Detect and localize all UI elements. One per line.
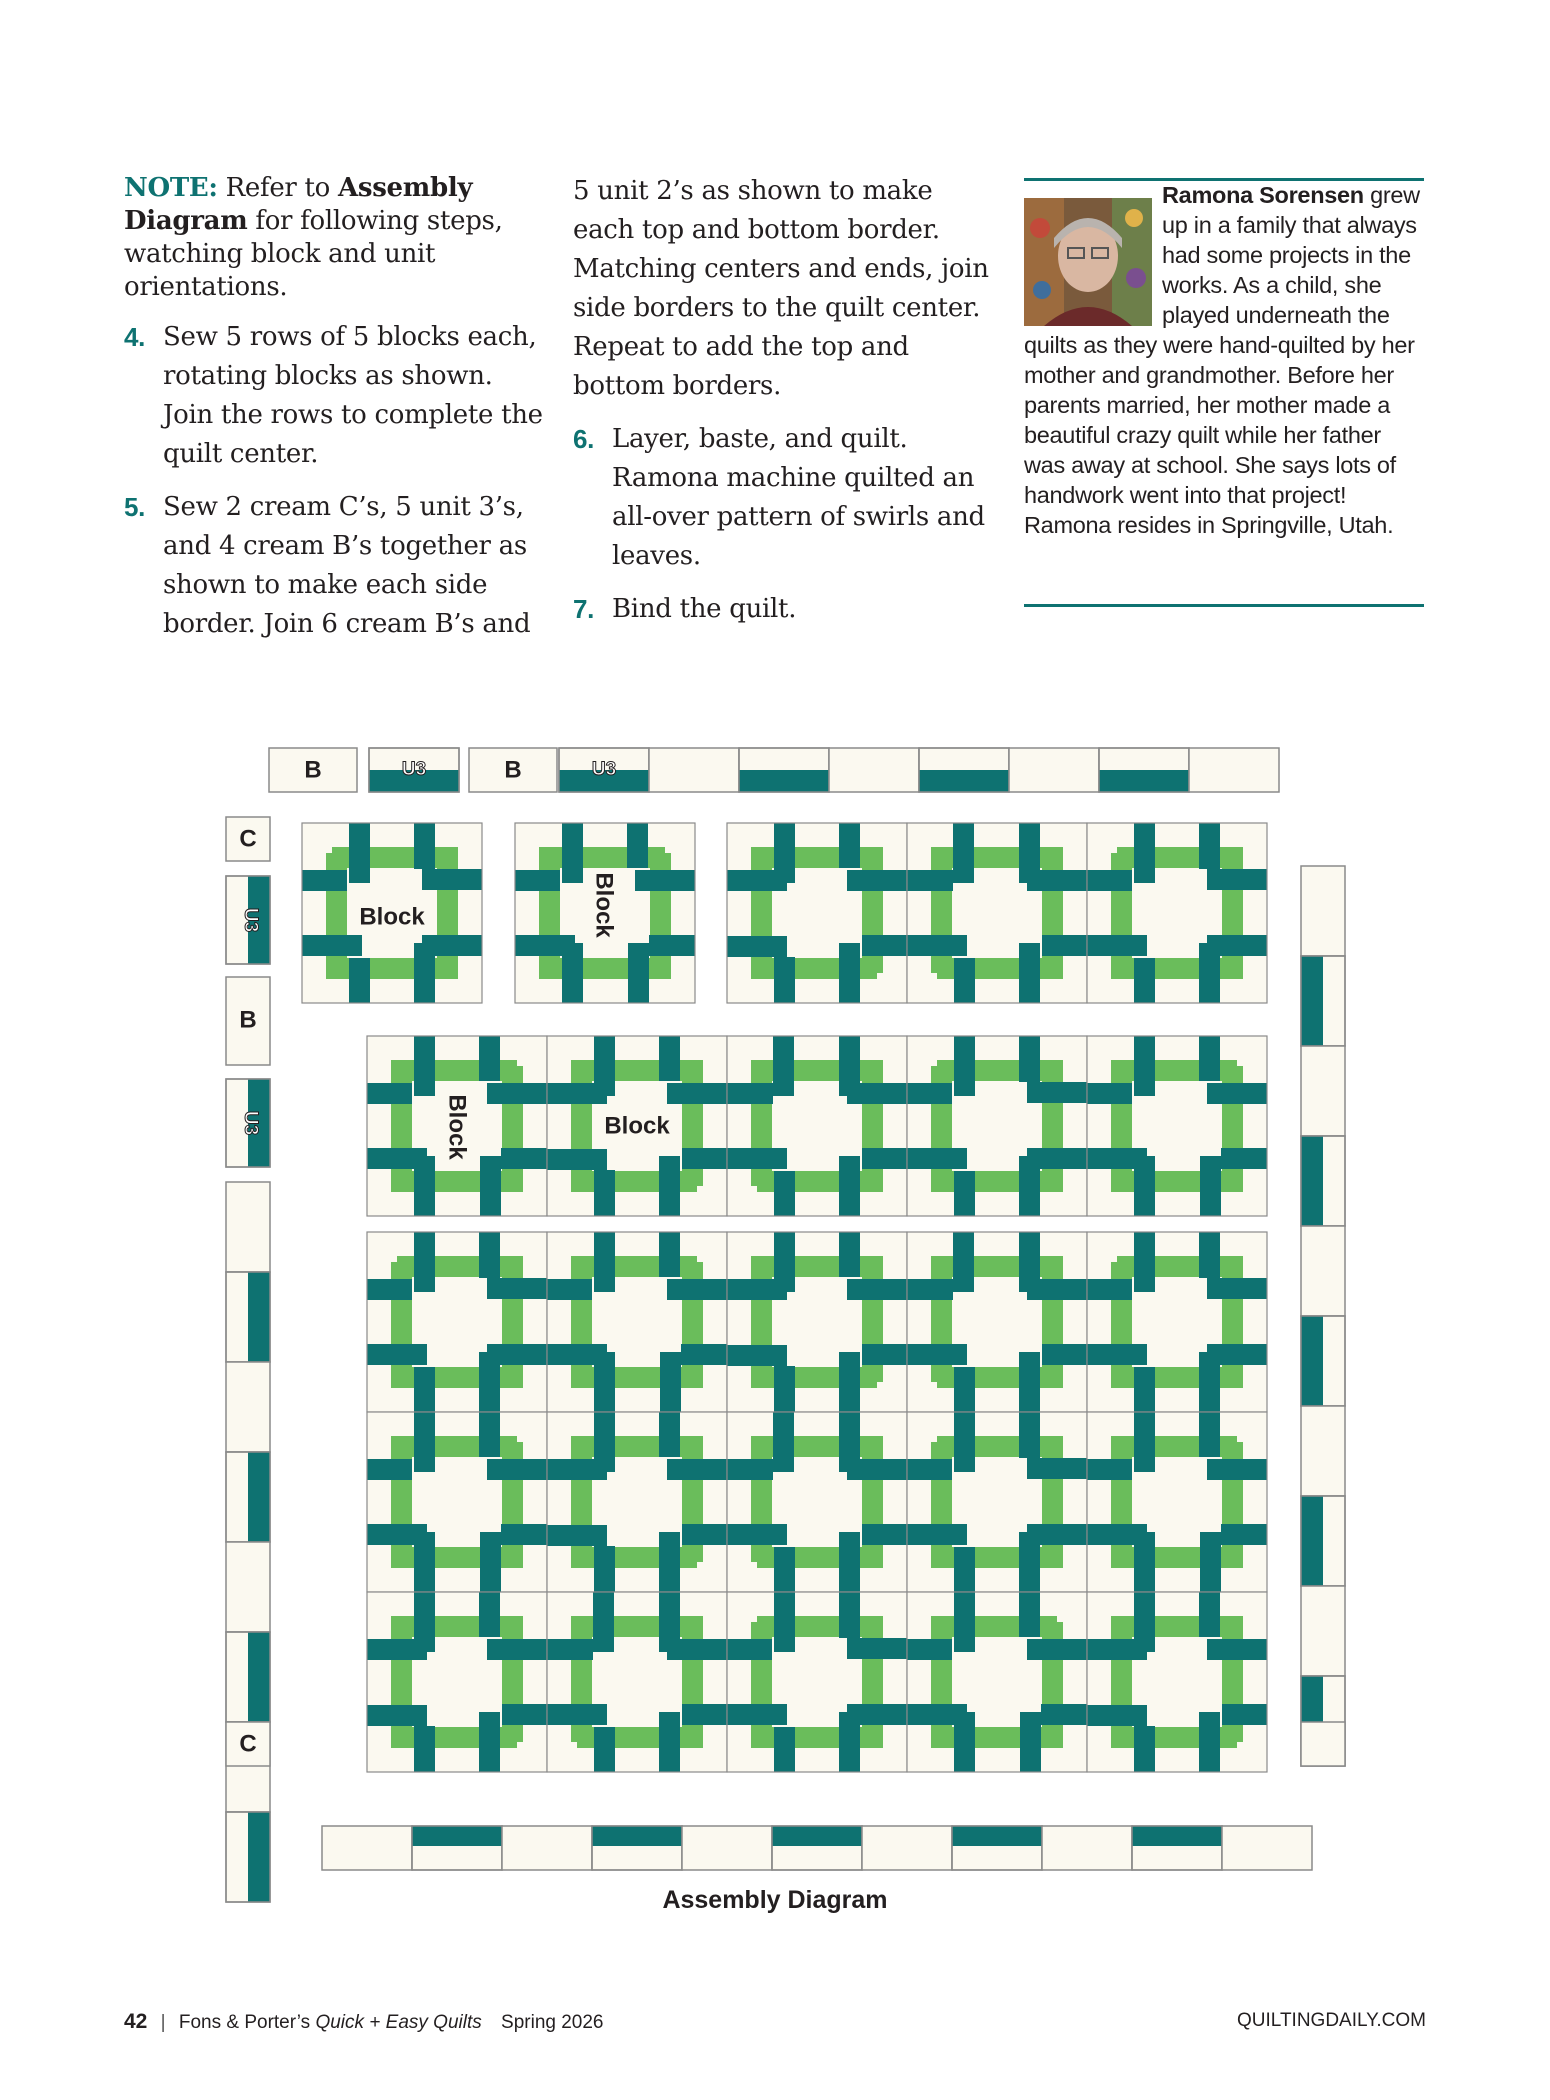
teal-strip bbox=[1020, 1712, 1041, 1772]
teal-strip bbox=[515, 935, 575, 956]
teal-strip bbox=[954, 1036, 975, 1096]
footer-left bbox=[124, 2010, 604, 2034]
teal-strip bbox=[659, 1156, 680, 1216]
bio-name: Ramona Sorensen bbox=[1162, 182, 1364, 208]
teal-strip bbox=[635, 870, 695, 891]
teal-strip bbox=[727, 1345, 787, 1366]
teal-strip bbox=[487, 1639, 547, 1660]
teal-strip bbox=[1087, 1344, 1147, 1365]
quilt-block bbox=[367, 1232, 547, 1412]
diagram-label: Block bbox=[359, 903, 425, 931]
teal-strip bbox=[727, 1639, 772, 1660]
teal-strip bbox=[954, 958, 975, 1003]
teal-strip bbox=[562, 823, 583, 883]
teal-strip bbox=[547, 1704, 607, 1725]
teal-strip bbox=[515, 870, 560, 891]
step-number: 4. bbox=[124, 322, 146, 352]
teal-strip bbox=[1087, 1705, 1147, 1726]
teal-strip bbox=[479, 1412, 500, 1457]
teal-strip bbox=[1301, 1136, 1323, 1226]
teal-strip bbox=[919, 770, 1009, 792]
teal-strip bbox=[667, 1083, 727, 1104]
teal-strip bbox=[727, 1524, 787, 1545]
quilt-block bbox=[907, 1592, 1087, 1772]
teal-strip bbox=[248, 1272, 270, 1362]
teal-strip bbox=[414, 1592, 435, 1652]
teal-strip bbox=[547, 1344, 607, 1365]
border-unit bbox=[226, 1542, 270, 1632]
teal-strip bbox=[487, 1459, 547, 1480]
teal-strip bbox=[1019, 943, 1040, 1003]
step-number: 7. bbox=[573, 594, 595, 624]
teal-strip bbox=[594, 1546, 615, 1592]
publication-title: Quick + Easy Quilts bbox=[315, 2012, 482, 2033]
teal-strip bbox=[954, 1171, 975, 1216]
teal-strip bbox=[774, 1366, 795, 1412]
step-text: Sew 2 cream C’s, 5 unit 3’s, and 4 cream B’s together as shown to make each side border. Join 6 cream B’s and bbox=[163, 492, 531, 639]
teal-strip bbox=[501, 1148, 547, 1169]
diagram-label: C bbox=[239, 825, 257, 853]
teal-strip bbox=[1200, 1156, 1221, 1216]
border-unit bbox=[1301, 866, 1345, 956]
teal-strip bbox=[659, 1232, 680, 1277]
teal-strip bbox=[682, 1704, 727, 1725]
teal-strip bbox=[773, 1412, 794, 1472]
teal-strip bbox=[1134, 823, 1155, 883]
u3-label: U3 bbox=[591, 759, 617, 781]
teal-strip bbox=[1087, 935, 1147, 956]
teal-strip bbox=[1027, 1082, 1087, 1103]
teal-strip bbox=[907, 1459, 952, 1480]
border-unit bbox=[502, 1826, 592, 1870]
teal-strip bbox=[1041, 1704, 1087, 1725]
teal-strip bbox=[248, 1452, 270, 1542]
border-unit bbox=[649, 748, 739, 792]
teal-strip bbox=[479, 1036, 500, 1081]
border-unit bbox=[1301, 1046, 1345, 1136]
teal-strip bbox=[1207, 869, 1267, 890]
teal-strip bbox=[682, 1148, 727, 1169]
teal-strip bbox=[367, 1148, 427, 1169]
teal-strip bbox=[302, 935, 362, 956]
teal-strip bbox=[1301, 1496, 1323, 1586]
quilt-block bbox=[547, 1232, 727, 1412]
teal-strip bbox=[659, 1712, 680, 1772]
teal-strip bbox=[862, 1524, 907, 1545]
note-bold: Assembly Diagram bbox=[124, 173, 473, 236]
teal-strip bbox=[660, 1352, 681, 1412]
teal-strip bbox=[1134, 1036, 1155, 1096]
teal-strip bbox=[1042, 935, 1087, 956]
teal-strip bbox=[839, 1532, 860, 1592]
teal-strip bbox=[367, 1279, 412, 1300]
teal-strip bbox=[1019, 1592, 1040, 1637]
step-text: Layer, baste, and quilt. Ramona machine quilted an all-over pattern of swirls and leaves. bbox=[612, 424, 985, 571]
border-unit bbox=[226, 1182, 270, 1272]
teal-strip bbox=[847, 1459, 907, 1480]
teal-strip bbox=[1087, 1279, 1132, 1300]
quilt-block bbox=[727, 823, 907, 1003]
quilt-block bbox=[907, 1412, 1087, 1592]
border-unit bbox=[862, 1826, 952, 1870]
teal-strip bbox=[1134, 1232, 1155, 1292]
quilt-block bbox=[1087, 823, 1267, 1003]
teal-strip bbox=[1221, 1524, 1267, 1545]
issue: Spring 2026 bbox=[501, 2012, 604, 2033]
teal-strip bbox=[501, 1524, 547, 1545]
teal-strip bbox=[862, 1344, 907, 1365]
quilt-block bbox=[907, 1232, 1087, 1412]
teal-strip bbox=[1087, 1083, 1132, 1104]
quilt-block bbox=[727, 1592, 907, 1772]
teal-strip bbox=[414, 1412, 435, 1472]
teal-strip bbox=[594, 1036, 615, 1096]
teal-strip bbox=[367, 1705, 427, 1726]
border-unit bbox=[1009, 748, 1099, 792]
teal-strip bbox=[1301, 1316, 1323, 1406]
teal-strip bbox=[1200, 1532, 1221, 1592]
teal-strip bbox=[774, 1547, 795, 1592]
teal-strip bbox=[1087, 1524, 1147, 1545]
page-number: 42 bbox=[124, 2010, 148, 2033]
diagram-label: Block bbox=[590, 872, 618, 938]
teal-strip bbox=[367, 1344, 427, 1365]
teal-strip bbox=[774, 1232, 795, 1292]
border-unit bbox=[1301, 1722, 1345, 1766]
teal-strip bbox=[479, 1712, 500, 1772]
teal-strip bbox=[907, 935, 967, 956]
bio-text: grew up in a family that always had some projects in the works. As a child, she played underneath the quilts as they were hand-quilted by her mother and grandmother. Before her parents married, her mother made a beautiful crazy quilt while her father was away at school. She says lots of handwork went into that project! Ramona resides in Springville, Utah. bbox=[1024, 182, 1420, 538]
teal-strip bbox=[839, 1592, 860, 1638]
footer-site: QUILTINGDAILY.COM bbox=[1237, 2010, 1426, 2031]
teal-strip bbox=[907, 1148, 967, 1169]
teal-strip bbox=[1019, 1412, 1040, 1458]
teal-strip bbox=[479, 1592, 500, 1637]
teal-strip bbox=[1199, 1352, 1220, 1412]
teal-strip bbox=[367, 1524, 427, 1545]
teal-strip bbox=[727, 1704, 787, 1725]
teal-strip bbox=[907, 1639, 952, 1660]
teal-strip bbox=[1222, 1704, 1267, 1725]
teal-strip bbox=[1134, 1412, 1155, 1472]
teal-strip bbox=[480, 1156, 501, 1216]
teal-strip bbox=[1199, 823, 1220, 869]
teal-strip bbox=[593, 1592, 614, 1652]
teal-strip bbox=[349, 823, 370, 883]
teal-strip bbox=[953, 1232, 974, 1292]
teal-strip bbox=[547, 1279, 592, 1300]
teal-strip bbox=[907, 1344, 967, 1365]
step-text: Sew 5 rows of 5 blocks each, rotating blocks as shown. Join the rows to complete the quilt center. bbox=[163, 322, 543, 469]
step-text: Bind the quilt. bbox=[612, 594, 797, 624]
teal-strip bbox=[839, 1712, 860, 1772]
teal-strip bbox=[649, 935, 695, 956]
quilt-block bbox=[367, 1592, 547, 1772]
border-unit bbox=[1042, 1826, 1132, 1870]
quilt-block bbox=[547, 1412, 727, 1592]
teal-strip bbox=[952, 1826, 1042, 1846]
teal-strip bbox=[487, 1083, 547, 1104]
teal-strip bbox=[1087, 1148, 1147, 1169]
teal-strip bbox=[847, 1638, 907, 1659]
teal-strip bbox=[594, 1412, 615, 1472]
border-unit bbox=[1301, 1406, 1345, 1496]
diagram-label: C bbox=[239, 1730, 257, 1758]
diagram-caption: Assembly Diagram bbox=[662, 1886, 888, 1914]
teal-strip bbox=[773, 1036, 794, 1096]
teal-strip bbox=[1087, 1459, 1132, 1480]
quilt-block bbox=[907, 1036, 1087, 1216]
teal-strip bbox=[907, 870, 953, 891]
teal-strip bbox=[774, 957, 795, 1003]
teal-strip bbox=[739, 770, 829, 792]
border-unit bbox=[1189, 748, 1279, 792]
teal-strip bbox=[659, 1532, 680, 1592]
quilt-block bbox=[1087, 1592, 1267, 1772]
teal-strip bbox=[847, 1083, 907, 1104]
teal-strip bbox=[1027, 870, 1087, 891]
teal-strip bbox=[1221, 1148, 1267, 1169]
teal-strip bbox=[862, 935, 907, 956]
teal-strip bbox=[1199, 1036, 1220, 1081]
diagram-label: B bbox=[239, 1006, 257, 1034]
quilt-block bbox=[367, 1412, 547, 1592]
teal-strip bbox=[594, 1170, 615, 1216]
border-unit bbox=[1301, 1586, 1345, 1676]
teal-strip bbox=[1301, 956, 1323, 1046]
border-unit bbox=[829, 748, 919, 792]
teal-strip bbox=[1207, 1459, 1267, 1480]
teal-strip bbox=[1019, 1156, 1040, 1216]
teal-strip bbox=[1199, 1412, 1220, 1457]
teal-strip bbox=[248, 1632, 270, 1722]
teal-strip bbox=[839, 943, 860, 1003]
teal-strip bbox=[954, 1367, 975, 1412]
teal-strip bbox=[592, 1826, 682, 1846]
teal-strip bbox=[1207, 1278, 1267, 1299]
teal-strip bbox=[1199, 1232, 1220, 1278]
teal-strip bbox=[774, 1727, 795, 1772]
teal-strip bbox=[659, 1036, 680, 1081]
footer-separator: | bbox=[160, 2012, 166, 2033]
teal-strip bbox=[907, 1704, 967, 1725]
border-unit bbox=[1222, 1826, 1312, 1870]
teal-strip bbox=[1134, 1726, 1155, 1772]
diagram-label: Block bbox=[604, 1112, 670, 1140]
diagram-label: B bbox=[304, 756, 322, 784]
quilt-block bbox=[1087, 1036, 1267, 1216]
teal-strip bbox=[594, 1727, 615, 1772]
teal-strip bbox=[1027, 1458, 1087, 1479]
teal-strip bbox=[954, 1412, 975, 1472]
teal-strip bbox=[480, 1532, 501, 1592]
teal-strip bbox=[627, 823, 648, 868]
teal-strip bbox=[667, 1459, 727, 1480]
teal-strip bbox=[547, 1639, 593, 1660]
u3-label: U3 bbox=[239, 907, 261, 933]
note-label: NOTE: bbox=[124, 173, 218, 203]
teal-strip bbox=[487, 1278, 547, 1299]
teal-strip bbox=[1134, 1367, 1155, 1412]
teal-strip bbox=[1199, 943, 1220, 1003]
teal-strip bbox=[414, 1726, 435, 1772]
teal-strip bbox=[1132, 1826, 1222, 1846]
teal-strip bbox=[1099, 770, 1189, 792]
teal-strip bbox=[1027, 1639, 1087, 1660]
teal-strip bbox=[907, 1524, 967, 1545]
teal-strip bbox=[414, 1367, 435, 1412]
teal-strip bbox=[414, 1036, 435, 1096]
teal-strip bbox=[727, 1083, 773, 1104]
teal-strip bbox=[839, 823, 860, 868]
teal-strip bbox=[1087, 870, 1132, 891]
teal-strip bbox=[1207, 1639, 1267, 1660]
u3-label: U3 bbox=[401, 759, 427, 781]
border-unit bbox=[682, 1826, 772, 1870]
step-number: 6. bbox=[573, 424, 595, 454]
border-unit bbox=[322, 1826, 412, 1870]
teal-strip bbox=[1019, 1036, 1040, 1082]
teal-strip bbox=[1199, 1592, 1220, 1637]
teal-strip bbox=[774, 1592, 795, 1652]
teal-strip bbox=[367, 1459, 412, 1480]
teal-strip bbox=[1019, 1352, 1040, 1412]
teal-strip bbox=[414, 1232, 435, 1292]
teal-strip bbox=[1134, 1592, 1155, 1652]
teal-strip bbox=[502, 1704, 547, 1725]
diagram-label: Block bbox=[443, 1094, 471, 1160]
teal-strip bbox=[682, 1524, 727, 1545]
teal-strip bbox=[547, 1149, 607, 1170]
teal-strip bbox=[862, 1148, 907, 1169]
note: NOTE: Refer to Assembly Diagram for following steps, watching block and unit orientations. bbox=[124, 173, 503, 302]
teal-strip bbox=[839, 1232, 860, 1277]
teal-strip bbox=[667, 1279, 727, 1300]
teal-strip bbox=[479, 1232, 500, 1278]
teal-strip bbox=[479, 1352, 500, 1412]
teal-strip bbox=[414, 823, 435, 869]
teal-strip bbox=[1027, 1279, 1087, 1300]
teal-strip bbox=[847, 870, 907, 891]
teal-strip bbox=[953, 823, 974, 883]
quilt-block bbox=[907, 823, 1087, 1003]
teal-strip bbox=[839, 1352, 860, 1412]
border-unit bbox=[1301, 1226, 1345, 1316]
teal-strip bbox=[839, 1156, 860, 1216]
teal-strip bbox=[302, 870, 347, 891]
teal-strip bbox=[954, 1547, 975, 1592]
teal-strip bbox=[907, 1083, 952, 1104]
teal-strip bbox=[774, 1171, 795, 1216]
quilt-block bbox=[1087, 1412, 1267, 1592]
teal-strip bbox=[772, 1826, 862, 1846]
quilt-block bbox=[727, 1036, 907, 1216]
teal-strip bbox=[774, 823, 795, 883]
step-5-continued: 5 unit 2’s as shown to make each top and bottom border. Matching centers and ends, join side borders to the quilt center. Repeat to add the top and bottom borders. bbox=[573, 176, 989, 401]
teal-strip bbox=[667, 1639, 727, 1660]
teal-strip bbox=[727, 936, 787, 957]
teal-strip bbox=[1042, 1344, 1087, 1365]
teal-strip bbox=[1134, 958, 1155, 1003]
diagram-label: B bbox=[504, 756, 522, 784]
quilt-block bbox=[727, 1412, 907, 1592]
step-number: 5. bbox=[124, 492, 146, 522]
teal-strip bbox=[628, 943, 649, 1003]
teal-strip bbox=[414, 943, 435, 1003]
publication-prefix: Fons & Porter’s bbox=[178, 2012, 316, 2033]
teal-strip bbox=[1207, 1083, 1267, 1104]
teal-strip bbox=[1019, 1532, 1040, 1592]
quilt-block bbox=[547, 1592, 727, 1772]
teal-strip bbox=[349, 958, 370, 1003]
teal-strip bbox=[659, 1412, 680, 1457]
teal-strip bbox=[727, 1148, 787, 1169]
teal-strip bbox=[847, 1279, 907, 1300]
teal-strip bbox=[727, 1459, 773, 1480]
teal-strip bbox=[594, 1232, 615, 1292]
u3-label: U3 bbox=[239, 1110, 261, 1136]
teal-strip bbox=[954, 1592, 975, 1652]
teal-strip bbox=[422, 869, 482, 890]
teal-strip bbox=[367, 1083, 412, 1104]
teal-strip bbox=[547, 1525, 607, 1546]
border-unit bbox=[226, 1362, 270, 1452]
quilt-block bbox=[727, 1232, 907, 1412]
teal-strip bbox=[1199, 1712, 1220, 1772]
quilt-block bbox=[1087, 1232, 1267, 1412]
teal-strip bbox=[412, 1826, 502, 1846]
teal-strip bbox=[907, 1279, 953, 1300]
teal-strip bbox=[681, 1344, 727, 1365]
